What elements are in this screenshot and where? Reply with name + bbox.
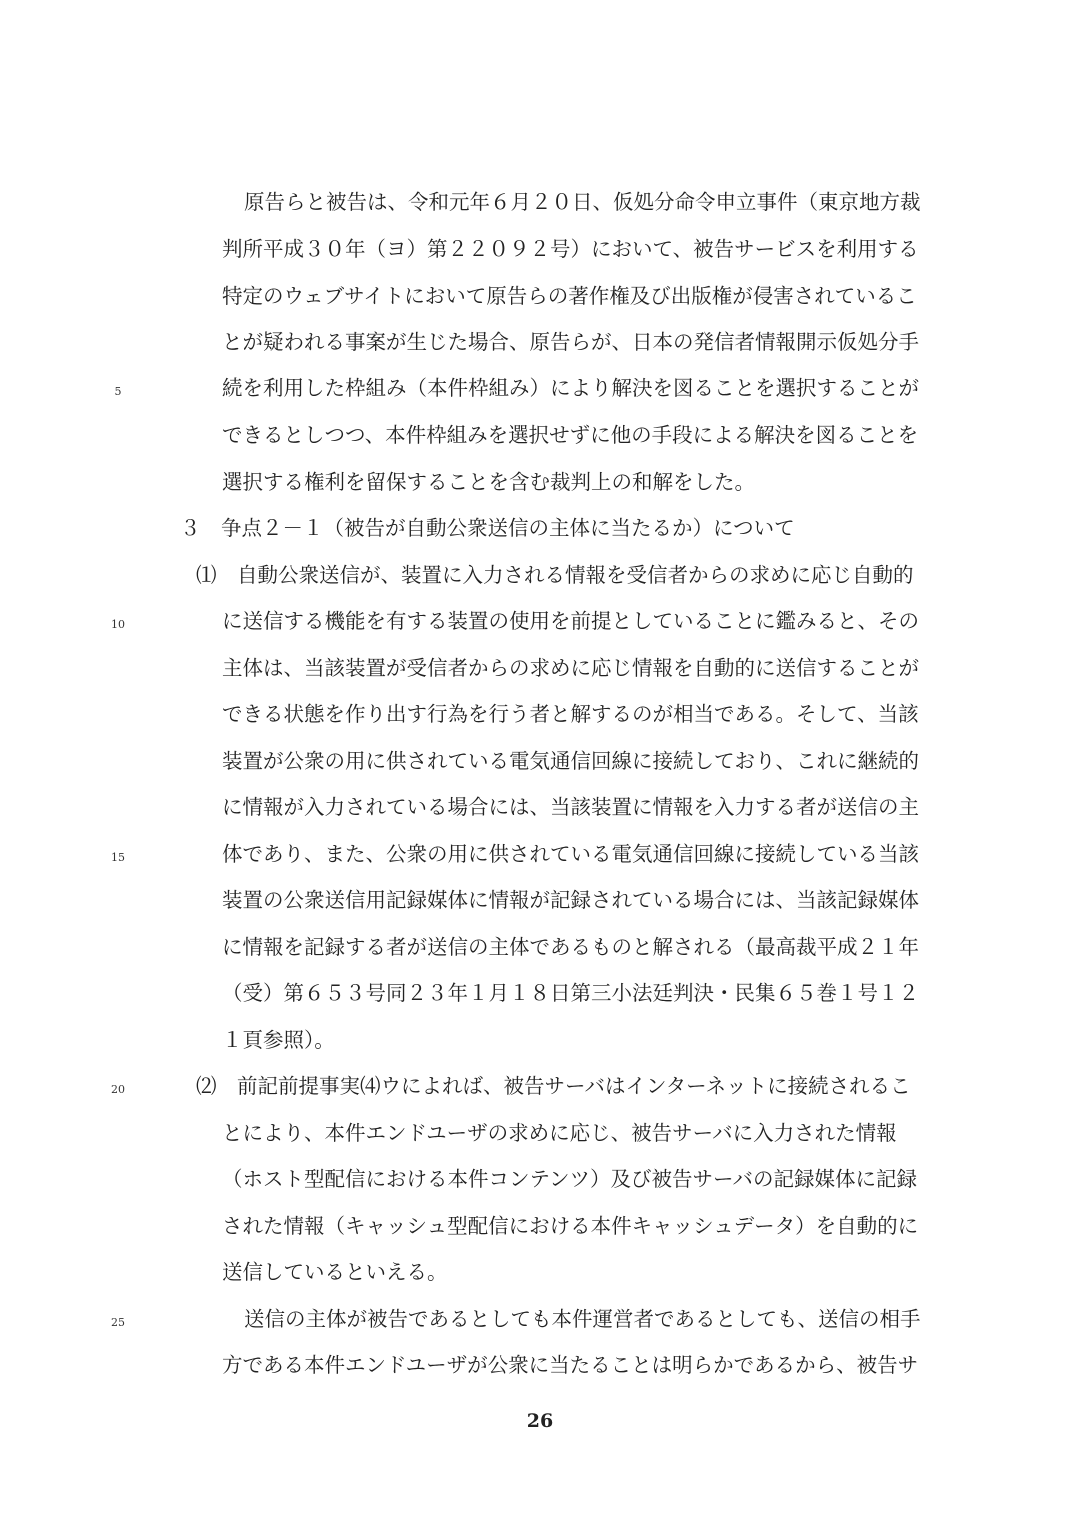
text-line-4: とが疑われる事案が生じた場合、原告らが、日本の発信者情報開示仮処分手 [222, 330, 919, 354]
text-line-25: 送信の主体が被告であるとしても本件運営者であるとしても、送信の相手 [244, 1307, 921, 1331]
margin-line-number-25: 25 [111, 1316, 125, 1329]
text-line-10: に送信する機能を有する装置の使用を前提としていることに鑑みると、その [222, 609, 919, 633]
text-line-2: 判所平成３０年（ヨ）第２２０９２号）において、被告サービスを利用する [222, 237, 919, 261]
text-line-6: できるとしつつ、本件枠組みを選択せずに他の手段による解決を図ることを [222, 423, 919, 447]
text-line-5: 続を利用した枠組み（本件枠組み）により解決を図ることを選択することが [222, 376, 919, 400]
text-line-11: 主体は、当該装置が受信者からの求めに応じ情報を自動的に送信することが [222, 656, 919, 680]
text-line-1: 原告らと被告は、令和元年６月２０日、仮処分命令申立事件（東京地方裁 [244, 190, 921, 214]
text-line-12: できる状態を作り出す行為を行う者と解するのが相当である。そして、当該 [222, 702, 919, 726]
text-line-20: ⑵ 前記前提事実⑷ウによれば、被告サーバはインターネットに接続されるこ [196, 1074, 911, 1098]
text-line-7: 選択する権利を留保することを含む裁判上の和解をした。 [222, 470, 755, 494]
margin-line-number-15: 15 [111, 851, 125, 864]
text-line-17: に情報を記録する者が送信の主体であるものと解される（最高裁平成２１年 [222, 935, 919, 959]
text-line-21: とにより、本件エンドユーザの求めに応じ、被告サーバに入力された情報 [222, 1121, 897, 1145]
text-line-13: 装置が公衆の用に供されている電気通信回線に接続しており、これに継続的 [222, 749, 919, 773]
text-line-16: 装置の公衆送信用記録媒体に情報が記録されている場合には、当該記録媒体 [222, 888, 919, 912]
text-line-24: 送信しているといえる。 [222, 1260, 448, 1284]
margin-line-number-5: 5 [114, 385, 122, 398]
text-line-3: 特定のウェブサイトにおいて原告らの著作権及び出版権が侵害されているこ [222, 284, 917, 308]
margin-line-number-10: 10 [111, 618, 125, 631]
page-number: 26 [526, 1410, 554, 1432]
text-line-15: 体であり、また、公衆の用に供されている電気通信回線に接続している当該 [222, 842, 919, 866]
margin-line-number-20: 20 [111, 1083, 125, 1096]
text-line-26: 方である本件エンドユーザが公衆に当たることは明らかであるから、被告サ [222, 1353, 919, 1377]
text-line-14: に情報が入力されている場合には、当該装置に情報を入力する者が送信の主 [222, 795, 919, 819]
section-heading-3: ３ 争点２－１（被告が自動公衆送信の主体に当たるか）について [180, 516, 795, 540]
text-line-19: １頁参照）。 [222, 1028, 335, 1052]
text-line-18: （受）第６５３号同２３年１月１８日第三小法廷判決・民集６５巻１号１２ [222, 981, 919, 1005]
text-line-9: ⑴ 自動公衆送信が、装置に入力される情報を受信者からの求めに応じ自動的 [196, 563, 914, 587]
text-line-22: （ホスト型配信における本件コンテンツ）及び被告サーバの記録媒体に記録 [222, 1167, 917, 1191]
text-line-23: された情報（キャッシュ型配信における本件キャッシュデータ）を自動的に [222, 1214, 919, 1238]
